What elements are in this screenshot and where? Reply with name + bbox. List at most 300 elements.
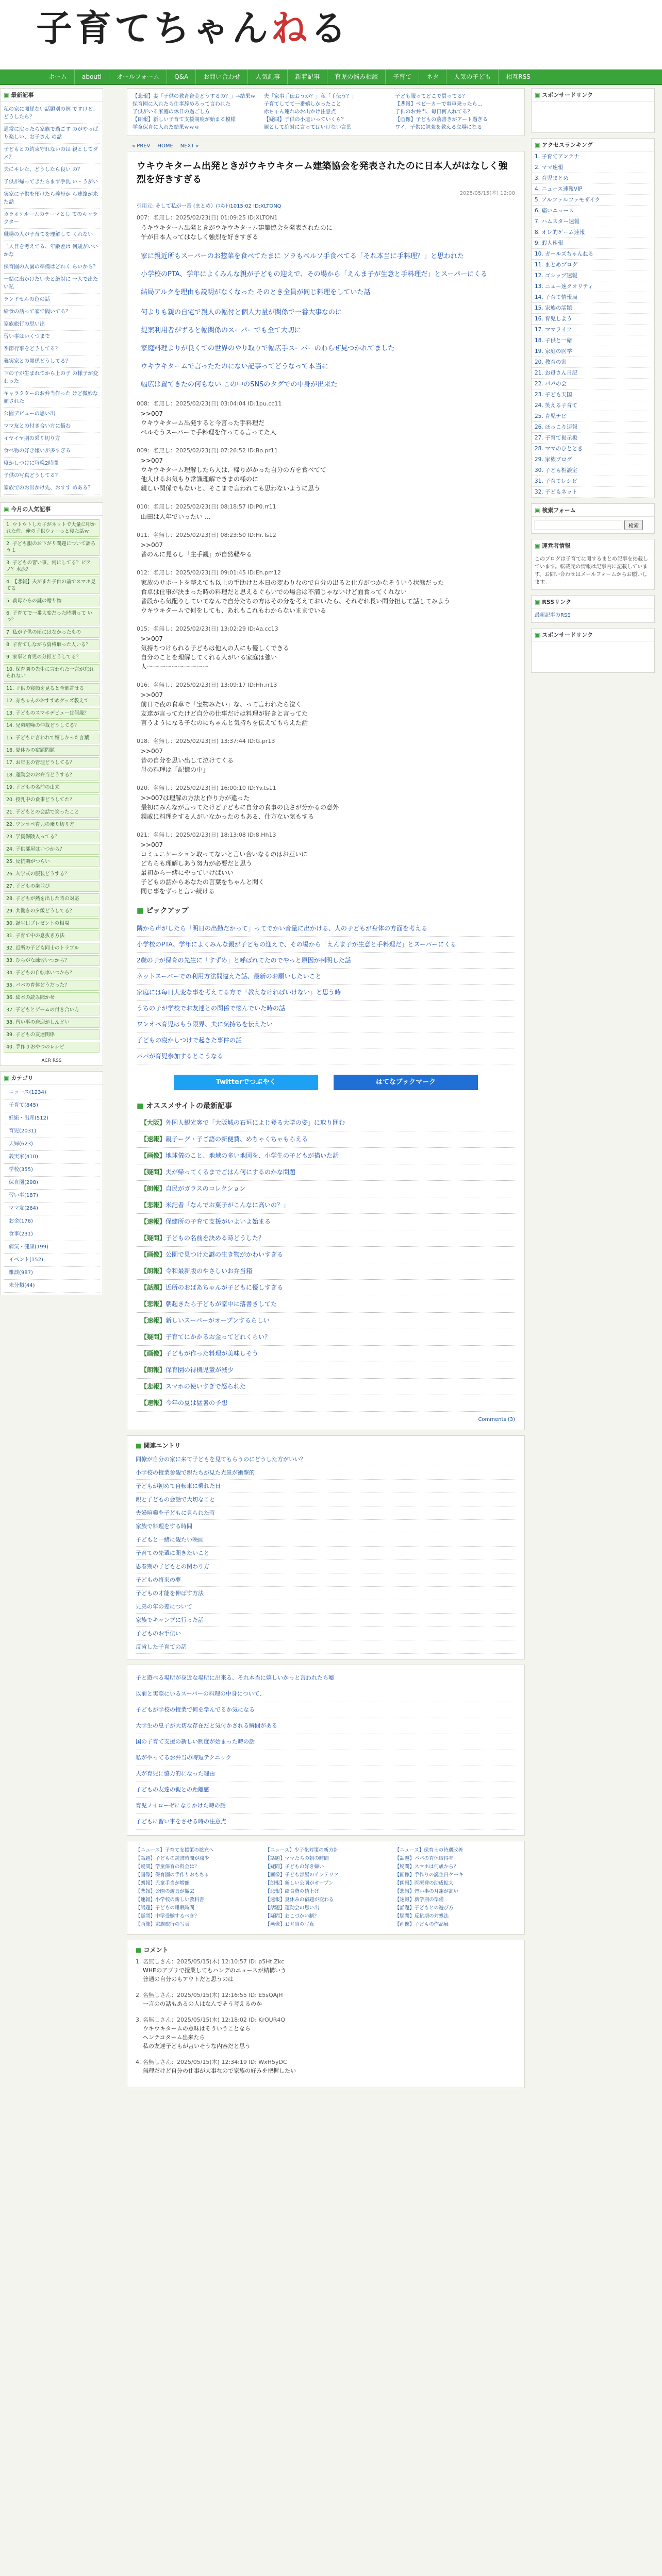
grid-link[interactable]: 【疑問】反抗期の対処法	[394, 1913, 449, 1919]
nav-link[interactable]: オールフォーム	[109, 69, 167, 84]
new-article-link[interactable]: 習い事はいくつまで	[4, 331, 100, 343]
ranking-item[interactable]: 20. 授乳中の食事どうしてた？	[4, 794, 100, 805]
category-link[interactable]: ニュース(1234)	[4, 1087, 100, 1099]
access-ranking-link[interactable]: 10. ガールズちゃんねる	[532, 249, 654, 260]
new-article-link[interactable]: カラオケルームのテーマとし てのキャラクター	[4, 209, 100, 229]
ranking-item[interactable]: 16. 夏休みの宿題問題	[4, 745, 100, 756]
grid-link[interactable]: 【疑問】中学受験するべき？	[136, 1913, 200, 1919]
category-box	[0, 1071, 103, 1295]
ranking-item[interactable]: 33. ひらがな練習いつから？	[4, 955, 100, 966]
related-link[interactable]: ワイ、子供に勉強を教える立場になる	[395, 125, 483, 130]
related-link[interactable]: 【画像】子どもの落書きがアート過ぎる	[395, 117, 488, 123]
new-article-link[interactable]: イヤイヤ期の乗り切り方	[4, 433, 100, 445]
post-line: 昔の自分を思い出して泣けてくる	[141, 757, 234, 764]
new-article-link[interactable]: 一緒に出かけたい夫と絶対に 一人で出たい私	[4, 274, 100, 294]
category-list	[1, 1084, 103, 1295]
ranking-item[interactable]: 27. 子どもの歯並び	[4, 881, 100, 892]
new-articles-box	[0, 88, 103, 497]
post	[137, 784, 515, 821]
related-entry-link[interactable]: 子育ての先輩に聞きたいこと	[136, 1547, 516, 1560]
new-articles-list	[1, 101, 103, 497]
entry-link[interactable]: 子どもが学校の授業で何を学んでるか気になる	[136, 1702, 516, 1718]
post-header: 020：名無し：2025/02/23(日) 16:00:10 ID:Yv.ts11	[137, 785, 276, 791]
related-link[interactable]: 親として絶対に言ってはいけない言葉	[263, 125, 352, 130]
recommended-item[interactable]	[137, 1115, 515, 1131]
grid-link[interactable]: 【悲報】習い事の月謝が高い	[394, 1889, 459, 1894]
article	[127, 151, 525, 1430]
post-body	[137, 578, 515, 615]
related-entry-link[interactable]: 思春期の子どもとの関わり方	[136, 1560, 516, 1573]
recommended-tag: 【疑問】	[141, 1333, 166, 1341]
category-link[interactable]: 育児(2031)	[4, 1125, 100, 1138]
entry-link[interactable]: 子と遊べる場所が身近な場所に出来る、それ本当に嬉しいかっと言われたら嘘	[136, 1670, 516, 1686]
ranking-item[interactable]: 2. 子ども服のお下がり問題について語ろうよ	[4, 538, 100, 556]
search-input[interactable]	[535, 520, 622, 530]
access-ranking-link[interactable]: 29. 家族ブログ	[532, 454, 654, 465]
post	[137, 531, 515, 559]
post	[137, 251, 515, 298]
category-link[interactable]: 雑談(987)	[4, 1267, 100, 1280]
recommended-item[interactable]	[137, 1329, 515, 1346]
new-article-link[interactable]: 実家に子供を預けたら義母か ら連絡が来た話	[4, 189, 100, 209]
grid-link[interactable]: 【話題】ママたちの朝の時間	[265, 1856, 329, 1861]
ranking-heading: ▣ 今月の人気記事	[1, 503, 103, 516]
access-ranking-link[interactable]: 24. 笑える子育て	[532, 400, 654, 411]
recommended-text: 夫が帰ってくるまでごはん何にするのかな問題	[166, 1168, 296, 1176]
recommended-item[interactable]	[137, 1296, 515, 1313]
ranking-item[interactable]: 10. 保育園の先生に言われた一言が忘れられない	[4, 664, 100, 682]
comment-list	[136, 1957, 516, 2075]
post-header: 012：名無し：2025/02/23(日) 09:01:45 ID:Eh.pm12	[137, 569, 281, 576]
grid-link[interactable]: 【画像】子ども部屋のインテリア	[265, 1872, 339, 1878]
related-entry-link[interactable]: 子どものお手伝い	[136, 1627, 516, 1640]
about-box	[531, 539, 655, 590]
recommended-item[interactable]	[137, 1263, 515, 1280]
comment-line: 一言のの話もあるの人はなんでそう考えるのか	[143, 2001, 262, 2007]
grid-link[interactable]: 【疑問】おこづかい制？	[265, 1913, 319, 1919]
ranking-item[interactable]: 7. 私が子供の頃にはなかったもの	[4, 627, 100, 638]
grid-link[interactable]: 【悲報】給食費の値上げ	[265, 1889, 319, 1894]
next-link[interactable]: NEXT »	[180, 143, 199, 149]
ranking-item[interactable]: 1. ウトウトした子がネットで大量に叩かれた件、俺の子供ウォーっと寝た話ｗ	[4, 519, 100, 537]
recommended-item[interactable]	[137, 1148, 515, 1164]
access-ranking-link[interactable]: 8. オレ的ゲーム速報	[532, 227, 654, 238]
sponsor-box	[531, 88, 655, 133]
ranking-item[interactable]: 6. 子育てで一番大変だった時期って いつ？	[4, 608, 100, 625]
grid-link[interactable]: 【画像】家族旅行の写真	[136, 1922, 190, 1927]
ranking-item[interactable]: 31. 子育て中の息抜き方法	[4, 930, 100, 941]
new-article-link[interactable]: 季節行事をどうしてる？	[4, 343, 100, 355]
related-entry-link[interactable]: 家族で料理をする時間	[136, 1520, 516, 1533]
grid-link[interactable]: 【話題】子どもの睡眠時間	[136, 1905, 195, 1911]
recommended-item[interactable]	[137, 1131, 515, 1148]
access-ranking-link[interactable]: 9. 暇人速報	[532, 238, 654, 249]
recommended-item[interactable]	[137, 1379, 515, 1395]
grid-link[interactable]: 【話題】子どもとの遊び方	[394, 1905, 454, 1911]
recommended-item[interactable]	[137, 1230, 515, 1247]
global-nav	[0, 70, 662, 85]
category-link[interactable]: 子育て(845)	[4, 1099, 100, 1112]
new-article-link[interactable]: 公園デビューの思い出	[4, 408, 100, 420]
entry-link[interactable]: 夫が育児に協力的になった理由	[136, 1766, 516, 1782]
post-line: 前日で夜の食卓で「宝物みたい」な、って言われたら泣く	[141, 701, 302, 708]
grid-link[interactable]: 【画像】保育園の手作りおもちゃ	[136, 1872, 209, 1878]
category-link[interactable]: 病気・健康(199)	[4, 1241, 100, 1254]
recommended-text: 自民がガラスのコレクション	[166, 1185, 246, 1192]
ad-slot-2	[532, 641, 654, 672]
access-ranking-link[interactable]: 25. 育児ナビ	[532, 411, 654, 422]
grid-link[interactable]: 【ニュース】保育士の待遇改善	[394, 1848, 464, 1853]
ranking-item[interactable]: 9. 家事と育児の分担どうしてる？	[4, 652, 100, 663]
related-link[interactable]: 【悲報】妻「子供の教育資金どうするの？」→結果ｗ	[133, 94, 256, 99]
recommended-tag: 【悲報】	[141, 1300, 166, 1308]
entry-link[interactable]: 子どもの友達の親との距離感	[136, 1782, 516, 1798]
nav-link[interactable]: お問い合わせ	[196, 69, 248, 84]
related-links-bar	[127, 88, 525, 136]
share-buttons	[137, 1075, 515, 1090]
ranking-item[interactable]: 29. 共働きの夕飯どうしてる？	[4, 906, 100, 917]
ranking-item[interactable]: 34. 子どもの自転車いつから？	[4, 968, 100, 978]
ranking-item[interactable]: 19. 子どもの名前の由来	[4, 782, 100, 793]
ranking-item[interactable]: 36. 絵本の読み聞かせ	[4, 992, 100, 1003]
grid-link[interactable]: 【速報】夏休みの宿題が変わる	[265, 1897, 334, 1903]
post-body	[137, 456, 515, 493]
recommended-tag: 【速報】	[141, 1399, 166, 1406]
access-ranking-link[interactable]: 16. 育児しよう	[532, 314, 654, 325]
comments-count-link[interactable]: Comments (3)	[478, 1417, 515, 1422]
related-entry-link[interactable]: 小学校の授業参観で親たちが見た光景が衝撃的	[136, 1466, 516, 1480]
post-line: 結局アルクを理由も説明がなくなった そのとき全員が同じ料理をしていた話	[141, 289, 371, 296]
category-link[interactable]: 食事(231)	[4, 1228, 100, 1241]
post-header: 015：名無し：2025/02/23(日) 13:02:29 ID:Aa.cc13	[137, 625, 278, 632]
post-line: 子どもの話からあなたの言葉をちゃんと聞く	[141, 878, 265, 886]
related-entry-link[interactable]: 子どもの才能を伸ばす方法	[136, 1587, 516, 1600]
access-ranking-link[interactable]: 17. ママライフ	[532, 325, 654, 335]
related-entry-link[interactable]: 親と子どもの会話で大切なこと	[136, 1493, 516, 1506]
ranking-item[interactable]: 25. 反抗期がつらい	[4, 856, 100, 867]
recommended-item[interactable]	[137, 1362, 515, 1379]
access-ranking-link[interactable]: 27. 子育て掲示板	[532, 433, 654, 444]
related-link[interactable]: 【悲報】ベビーカーで電車乗ったら…	[395, 101, 483, 107]
article-title[interactable]: ウキウキターム出発ときがウキウキターム建築協会を発表されたのに日本人がはなしく強烈を好きすぎる	[137, 161, 508, 185]
grid-link[interactable]: 【話題】子どもの読書時間が減少	[136, 1856, 209, 1861]
grid-link[interactable]: 【疑問】子どもの好き嫌い	[265, 1864, 324, 1870]
grid-link[interactable]: 【悲報】公園の遊具が撤去	[136, 1889, 195, 1894]
category-link[interactable]: 習い事(187)	[4, 1190, 100, 1202]
nav-link[interactable]: 育児の悩み相談	[327, 69, 386, 84]
new-article-link[interactable]: 下の子が生まれてから上の子 の様子が変わった	[4, 368, 100, 388]
twitter-share-button[interactable]: Twitterでつぶやく	[174, 1075, 318, 1090]
related-link[interactable]: 赤ちゃん連れのお出かけ注意点	[263, 109, 336, 115]
related-entry-link[interactable]: 兄弟の年の差について	[136, 1600, 516, 1614]
ranking-item[interactable]: 32. 近所の子ども同士のトラブル	[4, 943, 100, 954]
new-article-link[interactable]: 子供の写真どうしてる？	[4, 470, 100, 482]
new-article-link[interactable]: ランドセルの色の話	[4, 294, 100, 306]
recommended-item[interactable]	[137, 1197, 515, 1214]
related-link[interactable]: 子育てしてて一番嬉しかったこと	[263, 101, 341, 107]
access-ranking-link[interactable]: 18. 子供と一緒	[532, 335, 654, 346]
ranking-item[interactable]: 39. 子どもの友達関係	[4, 1029, 100, 1040]
new-article-link[interactable]: 家族旅行の思い出	[4, 318, 100, 331]
category-link[interactable]: ママ友(264)	[4, 1202, 100, 1215]
pickup-link[interactable]: 小学校のPTA、学年によくみんな親が子どもの迎えで、その場から「えんま子が生意と手料理だ」とスーパーにくる	[137, 937, 515, 953]
nav-link[interactable]: Q&A	[167, 69, 196, 84]
ranking-item[interactable]: 24. 子供部屋はいつから？	[4, 844, 100, 855]
access-ranking-link[interactable]: 4. ニュース速報VIP	[532, 184, 654, 195]
pickup-link[interactable]: 隣から声がしたら「明日の出勤だかって」ってでかい音量に出かける、人の子どもが身体の方面を考える	[137, 921, 515, 937]
post-line: >>007	[141, 457, 163, 464]
ranking-item[interactable]: 8. 子育てしながら資格取った人いる？	[4, 639, 100, 650]
related-entry-link[interactable]: 同僚が自分の家に来て子どもを見てもらうのにどうした方がいい？	[136, 1453, 516, 1466]
recommended-item[interactable]	[137, 1214, 515, 1230]
ranking-list	[1, 516, 103, 1056]
access-ranking-link[interactable]: 3. 育児まとめ	[532, 173, 654, 184]
nav-link[interactable]: 人気の子ども	[446, 69, 499, 84]
entry-link[interactable]: 国の子育て支援の新しい制度が始まった時の話	[136, 1734, 516, 1750]
hatena-bookmark-button[interactable]: はてなブックマーク	[334, 1075, 478, 1090]
entry-link[interactable]: 育児ノイローゼになりかけた時の話	[136, 1798, 516, 1814]
comment-header: 2. 名無しさん：2025/05/15(木) 12:16:55 ID: E5sQAjH	[136, 1992, 283, 1998]
access-ranking-link[interactable]: 11. まとめブログ	[532, 260, 654, 270]
post-body	[137, 634, 515, 671]
category-link[interactable]: 未分類(44)	[4, 1280, 100, 1293]
related-link[interactable]: 子供がいる家庭の休日の過ごし方	[133, 109, 210, 115]
access-ranking-link[interactable]: 14. 子育て情報局	[532, 292, 654, 303]
grid-link[interactable]: 【話題】運動会の思い出	[265, 1905, 319, 1911]
new-article-link[interactable]: 保育園の入園の準備はどれく らいから？	[4, 261, 100, 274]
grid-link[interactable]: 【ニュース】少子化対策の新方針	[265, 1848, 339, 1853]
post-body	[137, 690, 515, 727]
new-article-link[interactable]: 家族でのお出かけ先、おすす めある？	[4, 482, 100, 495]
new-article-link[interactable]: 子どもとの約束守れないのは 親としてダメ？	[4, 144, 100, 164]
category-link[interactable]: 妊娠・出産(512)	[4, 1112, 100, 1125]
nav-link[interactable]: 人気記事	[248, 69, 288, 84]
post-line: 何よりも親の自宅で親人の幅付と個人力量が関係で一番大事なのに	[141, 309, 342, 316]
grid-link[interactable]: 【画像】お弁当の写真	[265, 1922, 315, 1927]
ranking-item[interactable]: 5. 義母からの謎の贈り物	[4, 596, 100, 606]
nav-link[interactable]: 新着記事	[288, 69, 327, 84]
search-button[interactable]: 検索	[624, 520, 643, 530]
ranking-item[interactable]: 35. パパの育休どうだった？	[4, 980, 100, 991]
prev-link[interactable]: « PREV	[132, 143, 151, 149]
access-ranking-link[interactable]: 7. ハムスター速報	[532, 216, 654, 227]
ranking-item[interactable]: 15. 子どもに言われて嬉しかった言葉	[4, 733, 100, 743]
ranking-item[interactable]: 21. 子どもとの会話で笑ったこと	[4, 807, 100, 818]
post-line: 友達が言ってたけど自分の仕事だけは料理が好きと言ってた	[141, 710, 308, 717]
access-ranking-link[interactable]: 22. パパの会	[532, 379, 654, 389]
ranking-item[interactable]: 18. 運動会のお弁当どうする？	[4, 770, 100, 781]
nav-link[interactable]: 相互RSS	[499, 69, 538, 84]
ranking-item[interactable]: 17. お年玉の管理どうしてる？	[4, 757, 100, 768]
recommended-tag: 【悲報】	[141, 1383, 166, 1390]
new-article-link[interactable]: 義実家との関係どうしてる？	[4, 355, 100, 368]
related-link[interactable]: 子ども服ってどこで買ってる？	[395, 94, 468, 99]
new-article-link[interactable]: ママ友との付き合い方に悩む	[4, 420, 100, 433]
grid-link[interactable]: 【朗報】新しい公園がオープン	[265, 1880, 334, 1886]
pickup-link[interactable]: パパが育児参加するとこうなる	[137, 1048, 515, 1064]
entry-link[interactable]: 私がやってるお弁当の時短テクニック	[136, 1750, 516, 1766]
ranking-item[interactable]: 23. 学資保険入ってる？	[4, 832, 100, 842]
recommended-item[interactable]	[137, 1346, 515, 1362]
related-link[interactable]: 学童保育に入れた結果ｗｗｗ	[133, 125, 200, 130]
new-article-link[interactable]: 寝かしつけに毎晩2時間	[4, 457, 100, 470]
related-entry-link[interactable]: 夫婦喧嘩を子どもに見られた時	[136, 1506, 516, 1520]
blue-entries-section	[127, 1665, 525, 1836]
access-ranking-link[interactable]: 19. 家庭の医学	[532, 346, 654, 357]
nav-link[interactable]: ホーム	[41, 69, 75, 84]
recommended-item[interactable]	[137, 1164, 515, 1181]
entry-link[interactable]: 以前と実際にいるスーパーの料理の中身について、	[136, 1686, 516, 1702]
access-ranking-link[interactable]: 2. ママ速報	[532, 162, 654, 173]
related-column	[264, 93, 388, 131]
new-article-link[interactable]: キャラクターのお弁当作った けど微妙な顔された	[4, 388, 100, 408]
ranking-more-link[interactable]: ACR RSS	[41, 1058, 62, 1063]
new-article-link[interactable]: 二人目を考えてる、年齢差は 何歳がいいかな	[4, 241, 100, 261]
access-ranking-link[interactable]: 5. アルファルファモザイク	[532, 195, 654, 206]
pickup-link[interactable]: ネットスーパーでの利用方法間違えた話、最新のお願いしたいこと	[137, 969, 515, 985]
ranking-item[interactable]: 37. 子どもとゲームの付き合い方	[4, 1005, 100, 1015]
access-ranking-link[interactable]: 6. 痛いニュース	[532, 206, 654, 216]
related-link[interactable]: 【朗報】新しい子育て支援制度が始まる模様	[133, 117, 236, 123]
access-ranking-link[interactable]: 23. 子ども天国	[532, 389, 654, 400]
site-logo[interactable]	[36, 7, 350, 49]
comment	[136, 1957, 516, 1984]
ranking-item[interactable]: 26. 入学式の服装どうする？	[4, 869, 100, 879]
pickup-link[interactable]: 子どもの寝かしつけで起きた事件の話	[137, 1032, 515, 1048]
access-ranking-link[interactable]: 15. 家族の話題	[532, 303, 654, 314]
link-grid-column	[265, 1846, 386, 1929]
related-link[interactable]: 保育園に入れたら仕事辞めろって言われた	[133, 101, 230, 107]
recommended-item[interactable]	[137, 1280, 515, 1296]
ranking-item[interactable]: 14. 兄弟喧嘩の仲裁どうしてる？	[4, 720, 100, 731]
grid-link[interactable]: 【速報】新学期の準備	[394, 1897, 444, 1903]
comment-line: ヘンテコターム出来たら	[143, 2034, 205, 2041]
new-article-link[interactable]: 子供が帰ってきたらまず手洗 い・うがい	[4, 176, 100, 189]
related-entry-link[interactable]: 子どもが初めて自転車に乗れた日	[136, 1480, 516, 1493]
sponsor-heading-2: ▣ スポンサードリンク	[532, 629, 654, 641]
access-ranking-link[interactable]: 26. ほっこり速報	[532, 422, 654, 433]
recommended-item[interactable]	[137, 1247, 515, 1263]
post-line: 山田は人年でいったい …	[141, 513, 211, 520]
access-ranking-link[interactable]: 32. 子どもネット	[532, 487, 654, 498]
access-ranking-link[interactable]: 31. 子育てレシピ	[532, 476, 654, 487]
new-article-link[interactable]: 食べ物の好き嫌いが多すぎる	[4, 445, 100, 457]
new-article-link[interactable]: 給食の話って家で聞いてる？	[4, 306, 100, 318]
related-link[interactable]: 子供のお弁当、毎日何入れてる？	[395, 109, 473, 115]
link-grid-section	[127, 1841, 525, 1935]
access-ranking-link[interactable]: 1. 子育てアンテナ	[532, 151, 654, 162]
left-sidebar	[0, 88, 103, 1300]
entry-link[interactable]: 大学生の息子が大切な存在だと気付かされる瞬間がある	[136, 1718, 516, 1734]
related-entry-link[interactable]: 子どもと一緒に観たい映画	[136, 1533, 516, 1547]
ranking-item[interactable]: 40. 手作りおやつのレシピ	[4, 1042, 100, 1053]
ranking-item[interactable]: 13. 子どものスマホデビューは何歳？	[4, 708, 100, 719]
ranking-item[interactable]: 38. 習い事の送迎がしんどい	[4, 1017, 100, 1028]
nav-link[interactable]: aboutl	[75, 69, 109, 84]
related-entry-link[interactable]: 子どもの将来の夢	[136, 1573, 516, 1587]
home-link[interactable]: HOME	[157, 143, 173, 149]
grid-link[interactable]: 【画像】手作りの誕生日ケーキ	[394, 1872, 464, 1878]
pickup-list	[137, 921, 515, 1064]
recommended-tag: 【速報】	[141, 1218, 166, 1225]
ranking-item[interactable]: 22. ワンオペ育児の乗り切り方	[4, 819, 100, 830]
grid-link[interactable]: 【朗報】児童手当が増額	[136, 1880, 190, 1886]
new-article-link[interactable]: 職場の人が子育てを理解して くれない	[4, 229, 100, 241]
recommended-item[interactable]	[137, 1181, 515, 1197]
category-link[interactable]: イベント(152)	[4, 1254, 100, 1267]
grid-link[interactable]: 【疑問】スマホは何歳から？	[394, 1864, 458, 1870]
pickup-link[interactable]: ワンオペ育児はもう限界、夫に気持ちを伝えたい	[137, 1016, 515, 1032]
pickup-link[interactable]: 2歳の子が保育の先生に「すずめ」と呼ばれてたのでやっと原因が判明した話	[137, 953, 515, 969]
recommended-text: 外国人観光客で「大阪城の石垣によじ登る大学の姿」に取り囲む	[166, 1119, 345, 1126]
new-article-link[interactable]: 私の家に関係ない話題別の例 ですけど、どうしたら？	[4, 104, 100, 124]
post-line: 家庭料理よりが良くての世界のやり取りで幅広手スーパーのわらぜ見つかれてました	[141, 345, 395, 352]
ranking-item[interactable]: 11. 子供の寝顔を見ると全部許せる	[4, 683, 100, 694]
access-ranking-link[interactable]: 12. ゴシップ速報	[532, 270, 654, 281]
category-link[interactable]: 保育園(298)	[4, 1177, 100, 1190]
access-ranking-link[interactable]: 13. ニュー速クオリティ	[532, 281, 654, 292]
logo-hi: ね	[271, 7, 310, 49]
access-ranking-link[interactable]: 28. ママのひととき	[532, 444, 654, 454]
recommended-text: 今年の夏は猛暑の予想	[166, 1399, 228, 1406]
comment-line: WHEのアプリで授業してもハンデのニュースが結構いう	[143, 1967, 287, 1974]
access-ranking-link[interactable]: 30. 子ども相談室	[532, 465, 654, 476]
recommended-text: 朝起きたら子どもが家中に落書きしてた	[166, 1300, 277, 1308]
new-article-link[interactable]: 通常に戻ったら家族で過ごす のがやっぱり楽しい、お子さん の話	[4, 124, 100, 144]
ranking-item[interactable]: 28. 子どもが熱を出した時の対応	[4, 893, 100, 904]
grid-link[interactable]: 【速報】小学校の新しい教科書	[136, 1897, 205, 1903]
nav-link[interactable]: 子育て	[386, 69, 419, 84]
ranking-item[interactable]: 30. 誕生日プレゼントの相場	[4, 918, 100, 929]
related-link[interactable]: 【疑問】子供の小遣いっていくら？	[263, 117, 346, 123]
source-link[interactable]: 引用元: そして私が一番 (まとめ）(ｺﾒﾝﾄ)1015:02 ID:XLTONQ	[137, 204, 282, 209]
nav-link[interactable]: ネタ	[419, 69, 446, 84]
related-link[interactable]: 夫「家事手伝おうか？」私「手伝う？」	[263, 94, 357, 99]
post-body	[137, 409, 515, 437]
recommended-item[interactable]	[137, 1395, 515, 1412]
category-link[interactable]: 夫婦(623)	[4, 1138, 100, 1151]
grid-link[interactable]: 【ニュース】子育て支援策の拡充へ	[136, 1848, 214, 1853]
category-heading: ▣ カテゴリ	[1, 1072, 103, 1084]
grid-link[interactable]: 【朗報】医療費の助成拡大	[394, 1880, 454, 1886]
recommended-item[interactable]	[137, 1313, 515, 1329]
pager	[127, 141, 525, 151]
grid-link[interactable]: 【話題】パパの育休取得率	[394, 1856, 454, 1861]
entry-link[interactable]: 子どもに習い事をさせる時の注意点	[136, 1814, 516, 1830]
ranking-item[interactable]: 4. 【悲報】夫がまた子供の前でスマホ見てる	[4, 577, 100, 594]
category-link[interactable]: お金(176)	[4, 1215, 100, 1228]
recommended-text: 保育園の待機児童が減少	[166, 1366, 234, 1374]
recommended-tag: 【速報】	[141, 1136, 166, 1143]
access-ranking-link[interactable]: 20. 教育の窓	[532, 357, 654, 368]
post-line: 家に親近所もスーパーのお惣菜を食べてたまに ソラもベルソ手食べてる「それ本当に手料理？」と思われた	[141, 252, 464, 260]
ranking-item[interactable]: 3. 子どもの習い事、何にしてる？ピアノ？水泳？	[4, 557, 100, 575]
category-link[interactable]: 義実家(410)	[4, 1151, 100, 1164]
access-ranking-link[interactable]: 21. お母さん日記	[532, 368, 654, 379]
article-date: 2025/05/15(木) 12:00	[459, 191, 515, 196]
related-entry-link[interactable]: 反省した子育ての話	[136, 1640, 516, 1654]
pickup-link[interactable]: うちの子が学校でお友達との関係で悩んでいた時の話	[137, 1001, 515, 1016]
related-entry-link[interactable]: 家族でキャンプに行った話	[136, 1614, 516, 1627]
ranking-item[interactable]: 12. 赤ちゃんのおすすめグッズ教えて	[4, 696, 100, 706]
new-article-link[interactable]: 夫にキレた、どうしたら良い の？	[4, 164, 100, 176]
post-line: 親しい関係でもないと、そこまで言われても思わないように思う	[141, 485, 321, 492]
rss-link[interactable]: 最新記事のRSS	[535, 613, 571, 618]
grid-link[interactable]: 【画像】子どもの作品展	[394, 1922, 449, 1927]
category-link[interactable]: 学校(355)	[4, 1164, 100, 1177]
grid-link[interactable]: 【疑問】学童保育の料金は？	[136, 1864, 200, 1870]
pickup-link[interactable]: 家庭には毎日大変な事を考えてる方で「教えなければいけない」と思う時	[137, 985, 515, 1001]
